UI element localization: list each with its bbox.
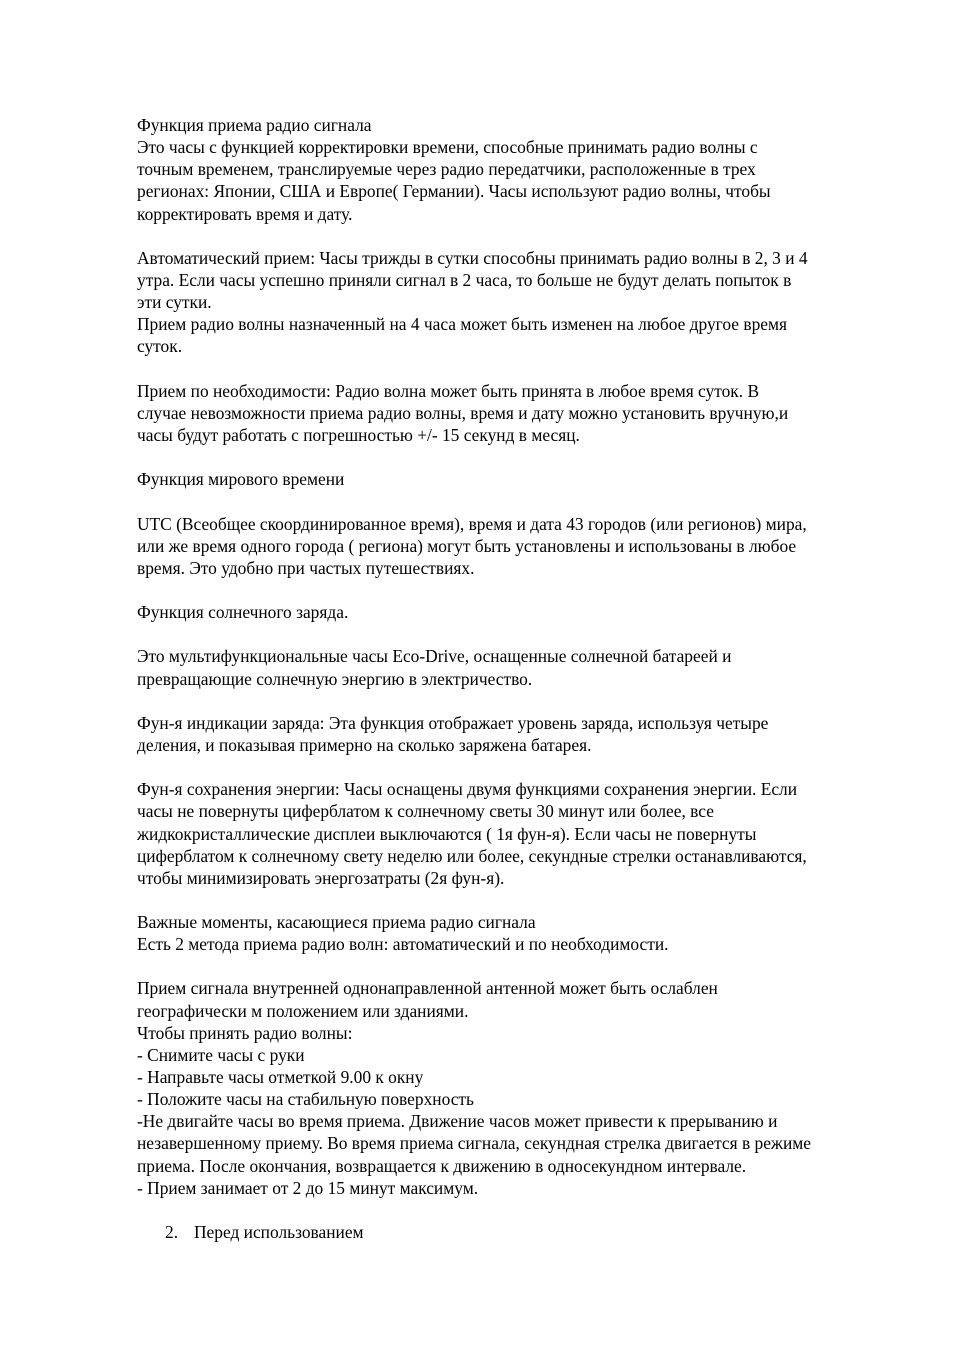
paragraph-line: Автоматический прием: Часы трижды в сутки способны принимать радио волны в 2, 3 и 4 bbox=[137, 247, 808, 268]
blank-line bbox=[137, 446, 897, 468]
paragraph-line: точным временем, транслируемые через радио передатчики, расположенные в трех bbox=[137, 159, 756, 180]
paragraph-line: Прием сигнала внутренней однонаправленной антенной может быть ослаблен bbox=[137, 978, 718, 999]
paragraph-line: Фун-я индикации заряда: Эта функция отображает уровень заряда, используя четыре bbox=[137, 712, 769, 733]
paragraph-line: приема. После окончания, возвращается к движению в односекундном интервале. bbox=[137, 1155, 747, 1176]
blank-line bbox=[137, 490, 897, 512]
paragraph-line: часы будут работать с погрешностью +/- 15 секунд в месяц. bbox=[137, 424, 580, 445]
paragraph-line: часы не повернуты циферблатом к солнечному светы 30 минут или более, все bbox=[137, 801, 714, 822]
list-item: - Снимите часы с руки bbox=[137, 1044, 305, 1065]
paragraph-line: корректировать время и дату. bbox=[137, 203, 353, 224]
blank-line bbox=[137, 623, 897, 645]
paragraph-line: незавершенному приему. Во время приема сигнала, секундная стрелка двигается в режиме bbox=[137, 1133, 811, 1154]
paragraph-line: утра. Если часы успешно приняли сигнал в 2 часа, то больше не будут делать попыток в bbox=[137, 269, 792, 290]
paragraph-line: Фун-я сохранения энергии: Часы оснащены двумя функциями сохранения энергии. Если bbox=[137, 779, 798, 800]
paragraph-line: UTC (Всеобщее скоординированное время), время и дата 43 городов (или регионов) мира, bbox=[137, 513, 807, 534]
paragraph-line: Прием по необходимости: Радио волна может быть принята в любое время суток. В bbox=[137, 380, 760, 401]
paragraph-line: жидкокристаллические дисплеи выключаются ( 1я фун-я). Если часы не повернуты bbox=[137, 823, 757, 844]
numbered-heading bbox=[137, 1221, 897, 1243]
paragraph-line: суток. bbox=[137, 336, 183, 357]
list-number: 2. bbox=[165, 1222, 179, 1243]
paragraph-line: регионах: Японии, США и Европе( Германии). Часы используют радио волны, чтобы bbox=[137, 181, 771, 202]
blank-line bbox=[137, 955, 897, 977]
blank-line bbox=[137, 358, 897, 380]
document-body bbox=[137, 114, 897, 1243]
blank-line bbox=[137, 756, 897, 778]
list-item: - Направьте часы отметкой 9.00 к окну bbox=[137, 1067, 424, 1088]
blank-line bbox=[137, 889, 897, 911]
blank-line bbox=[137, 690, 897, 712]
list-item: - Положите часы на стабильную поверхность bbox=[137, 1089, 474, 1110]
paragraph-line: случае невозможности приема радио волны, время и дату можно установить вручную,и bbox=[137, 402, 789, 423]
paragraph-line: Чтобы принять радио волны: bbox=[137, 1022, 353, 1043]
paragraph-line: превращающие солнечную энергию в электричество. bbox=[137, 668, 533, 689]
paragraph-line: деления, и показывая примерно на сколько заряжена батарея. bbox=[137, 734, 592, 755]
paragraph-line: Прием радио волны назначенный на 4 часа может быть изменен на любое другое время bbox=[137, 314, 787, 335]
paragraph-line: чтобы минимизировать энергозатраты (2я фун-я). bbox=[137, 867, 505, 888]
heading-solar-charge: Функция солнечного заряда. bbox=[137, 602, 349, 623]
heading-world-time: Функция мирового времени bbox=[137, 469, 345, 490]
paragraph-line: эти сутки. bbox=[137, 292, 212, 313]
paragraph-line: время. Это удобно при частых путешествиях. bbox=[137, 557, 475, 578]
paragraph-line: циферблатом к солнечному свету неделю или более, секундные стрелки останавливаются, bbox=[137, 845, 807, 866]
paragraph-line: Есть 2 метода приема радио волн: автоматический и по необходимости. bbox=[137, 934, 669, 955]
blank-line bbox=[137, 1199, 897, 1221]
paragraph-line: или же время одного города ( региона) могут быть установлены и использованы в любое bbox=[137, 535, 797, 556]
list-item: - Прием занимает от 2 до 15 минут максимум. bbox=[137, 1177, 479, 1198]
paragraph-line: географически м положением или зданиями. bbox=[137, 1000, 469, 1021]
heading-radio-reception-notes: Важные моменты, касающиеся приема радио сигнала bbox=[137, 912, 536, 933]
list-item: -Не двигайте часы во время приема. Движение часов может привести к прерыванию и bbox=[137, 1111, 778, 1132]
paragraph-line: Это часы с функцией корректировки времени, способные принимать радио волны с bbox=[137, 137, 758, 158]
blank-line bbox=[137, 225, 897, 247]
blank-line bbox=[137, 579, 897, 601]
heading-radio-function: Функция приема радио сигнала bbox=[137, 115, 372, 135]
paragraph-line: Это мультифункциональные часы Eco-Drive, оснащенные солнечной батареей и bbox=[137, 646, 732, 667]
numbered-heading-text: Перед использованием bbox=[194, 1222, 364, 1243]
